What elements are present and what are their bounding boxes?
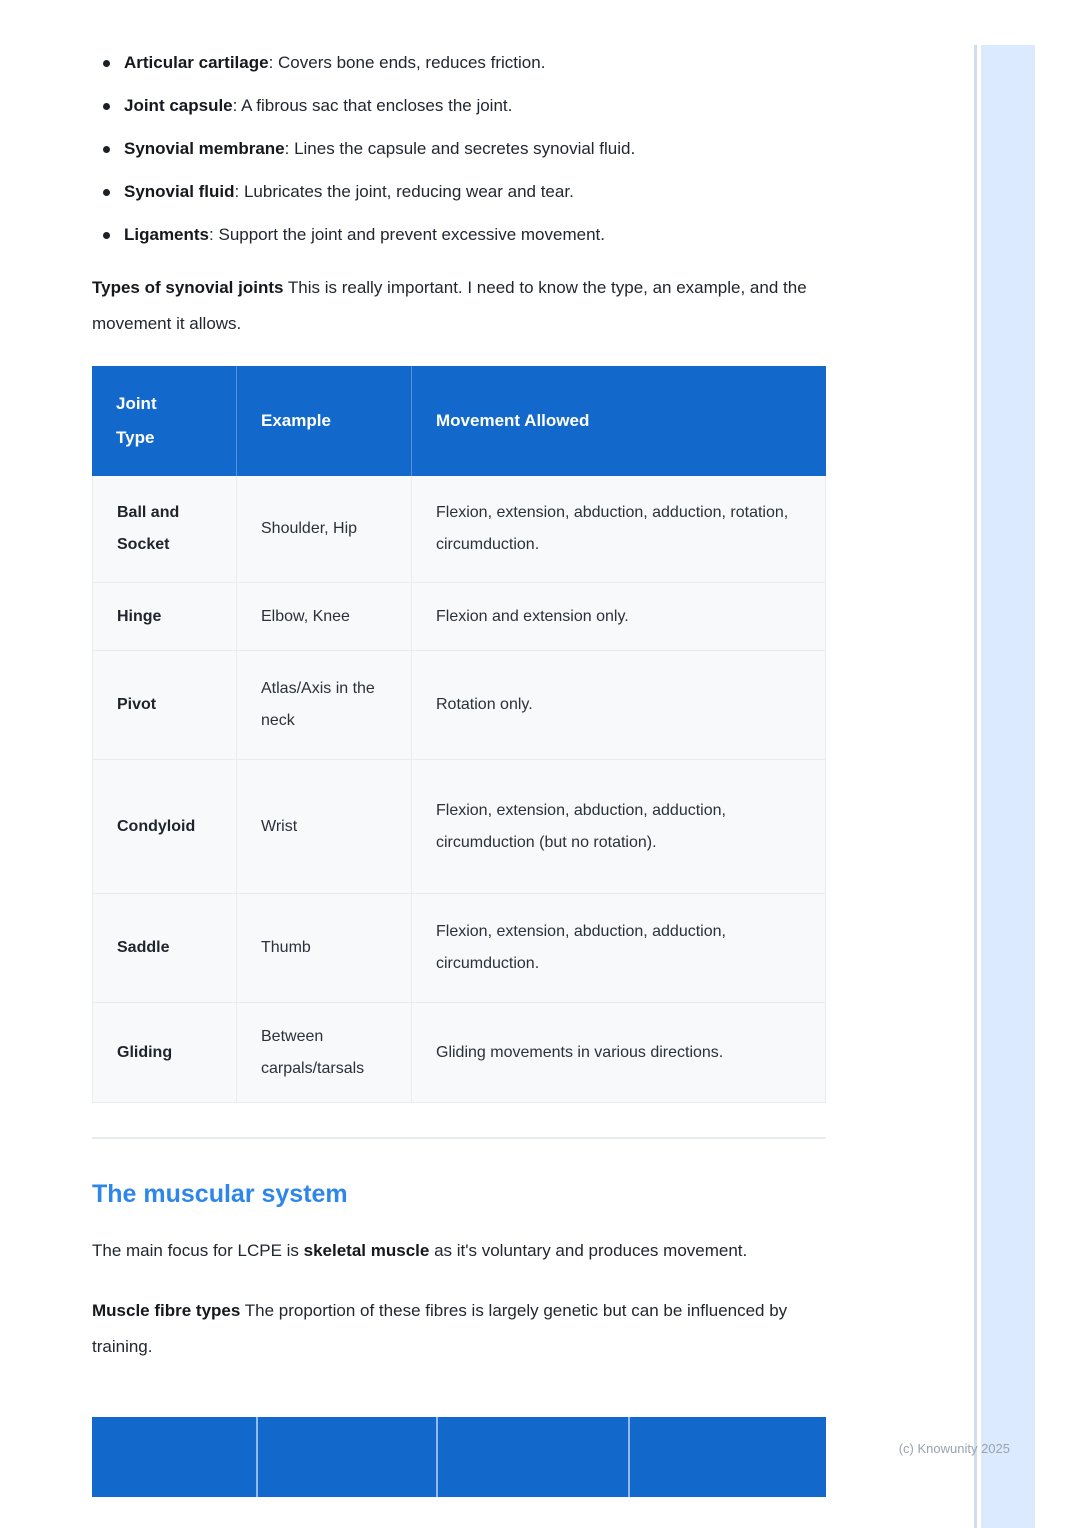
muscle-table-header-cell xyxy=(438,1417,630,1497)
joint-structures-list xyxy=(92,50,826,248)
column-header-example: Example xyxy=(237,366,412,476)
bullet-icon xyxy=(103,103,110,110)
cell-joint-type: Saddle xyxy=(92,894,237,1003)
document-content xyxy=(92,50,826,1497)
list-item xyxy=(92,50,826,76)
list-item-term: Synovial membrane xyxy=(124,139,285,158)
page-margin-rail xyxy=(981,45,1035,1528)
list-item-term: Joint capsule xyxy=(124,96,233,115)
list-item-text: : A fibrous sac that encloses the joint. xyxy=(232,96,513,115)
muscle-table-header-cell xyxy=(92,1417,258,1497)
cell-example: Wrist xyxy=(237,760,412,894)
list-item xyxy=(92,93,826,119)
muscle-table-header-cell xyxy=(258,1417,438,1497)
cell-joint-type: Hinge xyxy=(92,583,237,651)
table-row xyxy=(92,651,826,760)
bullet-icon xyxy=(103,60,110,67)
list-item-text: : Covers bone ends, reduces friction. xyxy=(268,53,546,72)
cell-joint-type: Gliding xyxy=(92,1003,237,1103)
paragraph-text: The proportion of these fibres is largely genetic but can be influenced by training. xyxy=(92,1301,788,1356)
table-row xyxy=(92,894,826,1003)
list-item-text: : Support the joint and prevent excessive movement. xyxy=(209,225,605,244)
muscle-fibre-table-header xyxy=(92,1417,826,1497)
cell-movement: Flexion and extension only. xyxy=(412,583,826,651)
bullet-icon xyxy=(103,189,110,196)
cell-example: Between carpals/tarsals xyxy=(237,1003,412,1103)
bullet-icon xyxy=(103,232,110,239)
section-divider xyxy=(92,1137,826,1139)
muscular-paragraph-2 xyxy=(92,1293,826,1365)
table-row xyxy=(92,760,826,894)
list-item-term: Articular cartilage xyxy=(124,53,269,72)
section-heading-muscular-system: The muscular system xyxy=(92,1180,348,1208)
column-header-movement-allowed: Movement Allowed xyxy=(412,366,826,476)
cell-example: Shoulder, Hip xyxy=(237,476,412,583)
paragraph-text: as it's voluntary and produces movement. xyxy=(429,1241,748,1260)
paragraph-bold: Muscle fibre types xyxy=(92,1301,241,1320)
list-item xyxy=(92,222,826,248)
table-row xyxy=(92,583,826,651)
muscular-paragraph-1 xyxy=(92,1233,826,1269)
cell-example: Elbow, Knee xyxy=(237,583,412,651)
synovial-joints-table xyxy=(92,366,826,1103)
list-item xyxy=(92,179,826,205)
paragraph-bold: skeletal muscle xyxy=(303,1241,430,1260)
column-header-joint-type: Joint Type xyxy=(92,366,237,476)
cell-joint-type: Ball and Socket xyxy=(92,476,237,583)
list-item-text: : Lines the capsule and secretes synovial fluid. xyxy=(284,139,636,158)
list-item-term: Synovial fluid xyxy=(124,182,235,201)
watermark: (c) Knowunity 2025 xyxy=(898,1441,1010,1456)
cell-movement: Gliding movements in various directions. xyxy=(412,1003,826,1103)
table-row xyxy=(92,1003,826,1103)
cell-example: Thumb xyxy=(237,894,412,1003)
intro-paragraph xyxy=(92,270,826,342)
cell-joint-type: Condyloid xyxy=(92,760,237,894)
list-item-term: Ligaments xyxy=(124,225,210,244)
paragraph-text: The main focus for LCPE is xyxy=(92,1241,304,1260)
cell-example: Atlas/Axis in the neck xyxy=(237,651,412,760)
cell-movement: Rotation only. xyxy=(412,651,826,760)
cell-joint-type: Pivot xyxy=(92,651,237,760)
table-row xyxy=(92,476,826,583)
bullet-icon xyxy=(103,146,110,153)
intro-text: This is really important. I need to know the type, an example, and the movement it allows. xyxy=(92,278,807,333)
cell-movement: Flexion, extension, abduction, adduction, circumduction (but no rotation). xyxy=(412,760,826,894)
list-item xyxy=(92,136,826,162)
muscle-table-header-cell xyxy=(630,1417,826,1497)
page-margin-rail-line xyxy=(974,45,977,1528)
cell-movement: Flexion, extension, abduction, adduction, rotation, circumduction. xyxy=(412,476,826,583)
intro-lead: Types of synovial joints xyxy=(92,278,284,297)
table-header-row xyxy=(92,366,826,476)
list-item-text: : Lubricates the joint, reducing wear and tear. xyxy=(234,182,574,201)
cell-movement: Flexion, extension, abduction, adduction, circumduction. xyxy=(412,894,826,1003)
